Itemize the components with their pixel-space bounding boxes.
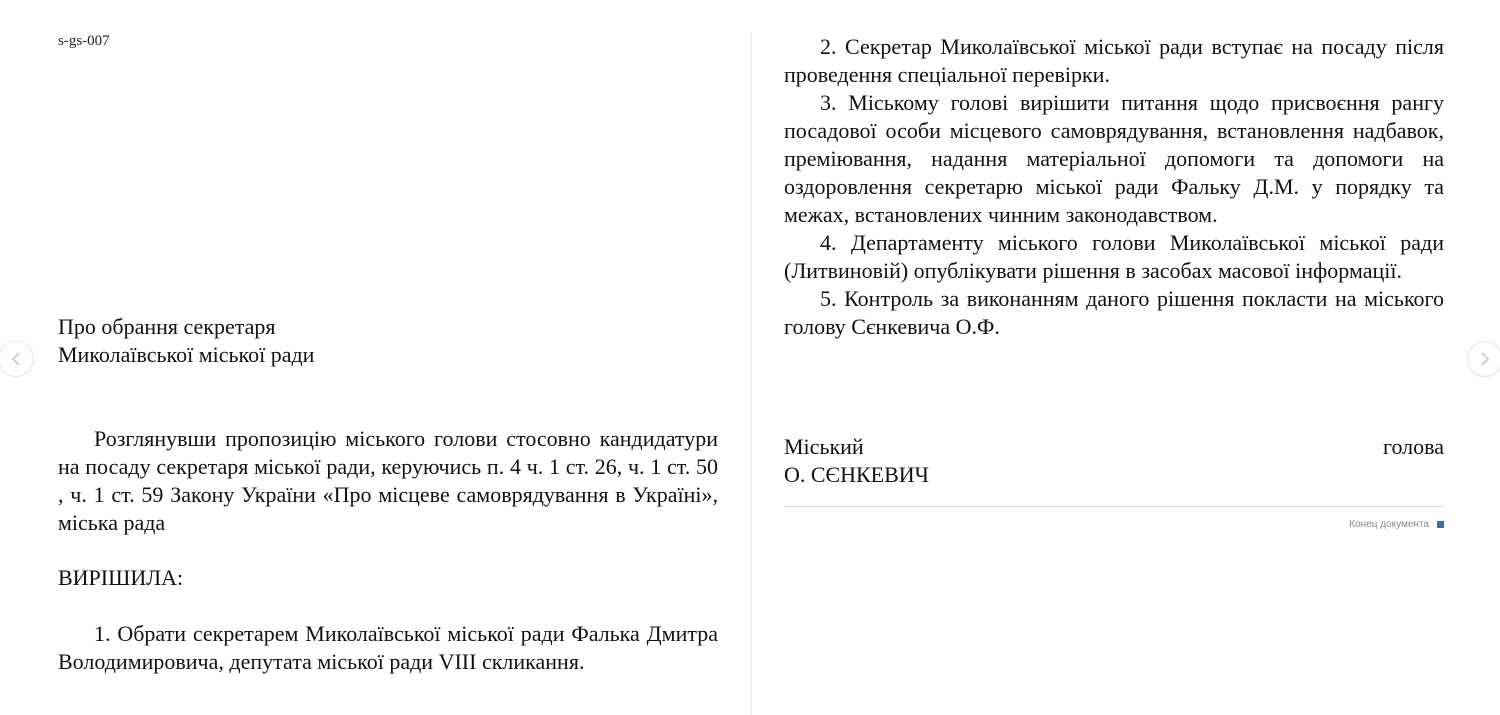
decision-item-1: 1. Обрати секретарем Миколаївської міської ради Фалька Дмитра Володимировича, депутата міської ради VIII скликання. (58, 621, 718, 674)
intro-paragraph: Розглянувши пропозицію міського голови стосовно кандидатури на посаду секретаря міської ради, керуючись п. 4 ч. 1 ст. 26, ч. 1 ст. 50 , ч. 1 ст. 59 Закону України «Про місцеве самоврядування в Україні», міська рада (58, 426, 718, 535)
document-id: s-gs-007 (58, 33, 110, 49)
signature-position-left: Міський (784, 434, 864, 459)
square-icon (1437, 521, 1444, 528)
page-divider (751, 32, 752, 715)
next-page-button[interactable] (1467, 341, 1500, 377)
title-line-1: Про обрання секретаря (58, 314, 276, 339)
title-line-2: Миколаївської міської ради (58, 342, 315, 367)
chevron-right-icon (1479, 352, 1491, 366)
previous-page-button[interactable] (0, 341, 34, 377)
end-of-document-divider (784, 506, 1444, 507)
decision-item-2: 2. Секретар Миколаївської міської ради вступає на посаду після проведення спеціальної перевірки. (784, 34, 1444, 87)
left-page (58, 0, 718, 715)
document-title (58, 313, 314, 369)
decision-item-3: 3. Міському голові вирішити питання щодо присвоєння рангу посадової особи місцевого самоврядування, встановлення надбавок, преміювання, надання матеріальної допомоги та допомоги на оздоровлення секретарю міської ради Фальку Д.М. у порядку та межах, встановлених чинним законодавством. (784, 90, 1444, 227)
signature-block (784, 433, 1444, 489)
signature-name: О. СЄНКЕВИЧ (784, 462, 929, 487)
decided-heading: ВИРІШИЛА: (58, 565, 184, 590)
right-page (784, 0, 1444, 715)
decision-items (784, 33, 1444, 341)
signature-position-right: голова (1382, 434, 1444, 459)
end-of-document-label: Конец документа (1349, 519, 1429, 530)
decision-item-5: 5. Контроль за виконанням даного рішення покласти на міського голову Сєнкевича О.Ф. (784, 286, 1444, 339)
end-of-document-marker (1349, 519, 1444, 530)
chevron-left-icon (10, 352, 22, 366)
decision-item-4: 4. Департаменту міського голови Миколаївської міської ради (Литвиновій) опублікувати рішення в засобах масової інформації. (784, 230, 1444, 283)
signature-position (784, 433, 1444, 461)
